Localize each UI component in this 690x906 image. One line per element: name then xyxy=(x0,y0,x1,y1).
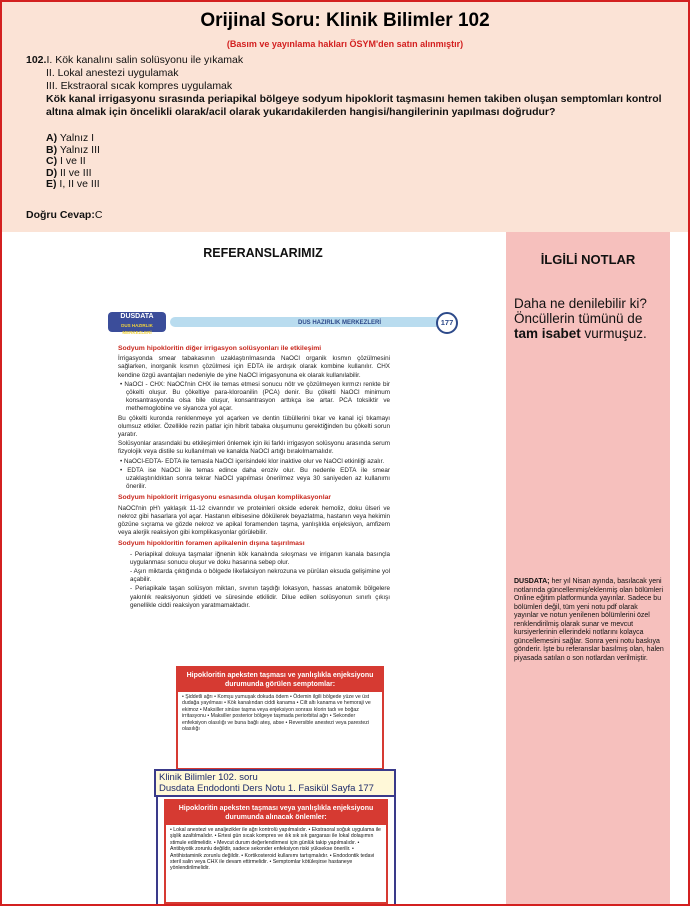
option-d: D) II ve III xyxy=(46,166,92,179)
measures-box xyxy=(164,799,388,904)
premise-1: I. Kök kanalını salin solüsyonu ile yıkamak xyxy=(46,54,244,66)
notes-text: Daha ne denilebilir ki? Öncüllerin tümünü de tam isabet vurmuşuz. xyxy=(514,296,647,341)
option-c: C) I ve II xyxy=(46,155,86,167)
paragraph-1c: Solüsyonlar arasındaki bu etkileşimleri önlemek için iki farklı irrigasyon solüsyonu arasında serum fizyolojik veya distile su kullanılmalı ve kanalda NaOCl artığı bırakılmamalıdır. xyxy=(118,440,390,456)
option-b: B) Yalnız III xyxy=(46,143,100,156)
book-page-header xyxy=(108,304,484,338)
question-body xyxy=(26,54,666,119)
option-e: E) I, II ve III xyxy=(46,178,100,190)
section-heading-1: Sodyum hipokloritin diğer irrigasyon solüsyonları ile etkileşimi xyxy=(118,345,322,352)
right-margin xyxy=(670,232,688,906)
measures-highlight-box xyxy=(156,795,396,906)
question-title: Orijinal Soru: Klinik Bilimler 102 xyxy=(200,10,490,31)
premise-3: III. Ekstraoral sıcak kompres uygulamak xyxy=(46,80,233,92)
sub-item-1: - Periapikal dokuya taşmalar iğnenin kök kanalında sıkışması ve irriganın kanala basınçla uygulanması sonucu oluşur ve doku hasarına sebep olur. xyxy=(130,550,390,566)
question-number: 102. xyxy=(26,54,47,66)
dusdata-logo: DUSDATA DUS HAZIRLIK MERKEZLERİ xyxy=(108,312,166,332)
notes-title: İLGİLİ NOTLAR xyxy=(540,252,636,267)
symptoms-box-title: Hipokloritin apeksten taşması ve yanlışlıkla enjeksiyonu durumunda görülen semptomlar: xyxy=(178,668,382,692)
measures-box-title: Hipokloritin apeksten taşması veya yanlışlıkla enjeksiyonu durumunda alınacak önlemler: xyxy=(166,801,386,825)
caption-line-1: Klinik Bilimler 102. soru xyxy=(159,772,258,783)
notes-disclaimer: DUSDATA; her yıl Nisan ayında, basılacak yeni notlarında güncellenmiş/eklenmiş olan bölümleri Online eğitim platformunda yayınlar. Sadece bu bölümleri değil, tüm yeni notu pdf olarak yayınlar ve notun yenilenen bölümlerini özel renklendirilmiş olarak sunar ve mevcut kursiyerlerinin ellerindeki notlarını kolayca güncellemesini sağlar. Sonra yeni notu baskıya gönderir. İşte bu referanslar basılmış olan, halen piyasada satılan o son notlardan verilmiştir. xyxy=(514,578,664,662)
notes-panel xyxy=(506,232,670,906)
page-number: 177 xyxy=(436,312,458,334)
sub-item-3: - Periapikale taşan solüsyon miktarı, sıvının taşdığı lokasyon, hassas anatomik bölgelere yakınlık reaksiyonun şiddeti ve süresinde etkilidir. Dilue edilen solüsyonun sınırlı çıkışı genellikle ciddi reaksiyon yaratmamaktadır. xyxy=(130,585,390,609)
answer-options xyxy=(46,133,100,191)
header-label: DUS HAZIRLIK MERKEZLERİ xyxy=(298,320,381,326)
reference-caption xyxy=(154,769,396,797)
premise-2: II. Lokal anestezi uygulamak xyxy=(46,67,179,79)
section-heading-3: Sodyum hipokloritin foramen apikalenin dışına taşırılması xyxy=(118,540,305,548)
rights-notice: (Basım ve yayınlama hakları ÖSYM'den satın alınmıştır) xyxy=(226,39,464,49)
paragraph-1: İrrigasyonda smear tabakasının uzaklaştırılmasında NaOCl organik kısmın çözülmesini sağlarken, inorganik kısmın çözülmesi için EDTA ile ardışık olarak kombine kullanılır. CHX kendine özgü avantajları nedeniyle de yine NaOCl irrigasyonuna ek olarak kullanılabilir. xyxy=(118,355,390,379)
sub-item-2: - Aşırı miktarda çıktığında o bölgede likefaksiyon nekrozuna ve pürülan eksuda gelişimine yol açabilir. xyxy=(130,568,390,584)
book-page-content xyxy=(118,342,390,611)
symptoms-list: • Şiddetli ağrı • Komşu yumuşak dokuda ödem • Ödemin ilgili bölgede yüze ve üst dudağa yayılması • Kök kanalından ciddi kanama • Cilt altı kanama ve hemoraji ve ekimoz • Maksiller sinüse taşma veya enjeksiyon sonrası klorin tadı ve boğaz irritasyonu • Maksiller posterior bölgeye taşmada periorbital ağrı • Sekonder enfeksiyon olasılığı ve buna bağlı ateş, abse • Reversible anestezi veya parestezi olasılığı xyxy=(182,694,371,733)
paragraph-1b: Bu çökelti kuronda renklenmeye yol açarken ve dentin tübüllerini tıkar ve kanal içi tıkamayı olumsuz etkiler. Özellikle rezin patlar için hibrit tabaka oluşumunu gerektiğinden bu çökelti sorun yaratır. xyxy=(118,414,390,439)
paragraph-2: NaOCl'nin pH'ı yaklaşık 11-12 civarındır ve proteinleri okside ederek hemoliz, doku ülseri ve nekroz gibi hasarlara yol açar. Hastanın elbisesine dökülerek beyazlatma, hastanın veya hekimin gözüne sıçrama ve gözde nekroz ve apikal foramenden taşma, yanlışlıkla enjeksiyon, amfizem veya alerjik reaksiyon gibi komplikasyonlar görülebilir. xyxy=(118,504,390,537)
question-panel xyxy=(2,2,688,232)
caption-line-2: Dusdata Endodonti Ders Notu 1. Fasikül Sayfa 177 xyxy=(159,783,374,794)
bullet-naocl-edta: • NaOCl-EDTA- EDTA ile temasla NaOCl içerisindeki klor inaktive olur ve NaOCl etkinliği azalır. xyxy=(120,457,385,465)
bullet-naocl-chx: • NaOCl - CHX: NaOCl'nin CHX ile temas etmesi sonucu nötr ve çözülmeyen kırmızı renkte bir çökelti oluşur. Bu çökeltiye para-kloroanilin (PCA) denir. Bu çökelti NaOCl minimum konsantrasyonda olsa bile oluşur, konsantrasyon arttıkça ise artar. PCA toksiktir ve methemoglobine ve siyanoza yol açar. xyxy=(120,380,390,413)
section-heading-2: Sodyum hipoklorit irrigasyonu esnasında oluşan komplikasyonlar xyxy=(118,494,332,502)
correct-answer: Doğru Cevap:C xyxy=(26,209,103,221)
question-stem: Kök kanal irrigasyonu sırasında periapikal bölgeye sodyum hipoklorit taşmasını hemen takiben oluşan semptomları kontrol altına almak için öncelikli olarak/acil olarak yukarıdakilerden hangisi/hangilerinin yapılması doğrudur? xyxy=(46,93,662,118)
measures-list: • Lokal anestezi ve analjezikler ile ağrı kontrolü yapılmalıdır. • Ekstraoral soğuk uygulama ile şişlik azaltılmalıdır. • Ertesi gün sıcak kompres ve ılık sık sık gargarası ile lokal dolaşımın stimule edilmelidir. • Mevcut durum değerlendirmesi için günlük takip yapılmalıdır. • Antibiyotik zorunlu değildir, sadece sekonder enfeksiyon riski yüksekse önerilir. • Antihistaminik zorunlu değildir. • Kortikosteroid kullanımı tartışmalıdır. • Endodontik tedavi steril salin veya CHX ile devam ettirmelidir. • Semptomlar kötüleşirse hastaneye yönlendirilmelidir. xyxy=(170,827,381,872)
option-a: A) Yalnız I xyxy=(46,132,95,144)
symptoms-box xyxy=(176,666,384,770)
references-title: REFERANSLARIMIZ xyxy=(203,246,323,260)
bullet-edta: • EDTA ise NaOCl ile temas edince daha eroziv olur. Bu nedenle EDTA ile smear uzaklaştırıldıktan sonra tekrar NaOCl yapılması önerilmez veya 30 saniyeden az kullanımı önerilir. xyxy=(120,466,390,491)
